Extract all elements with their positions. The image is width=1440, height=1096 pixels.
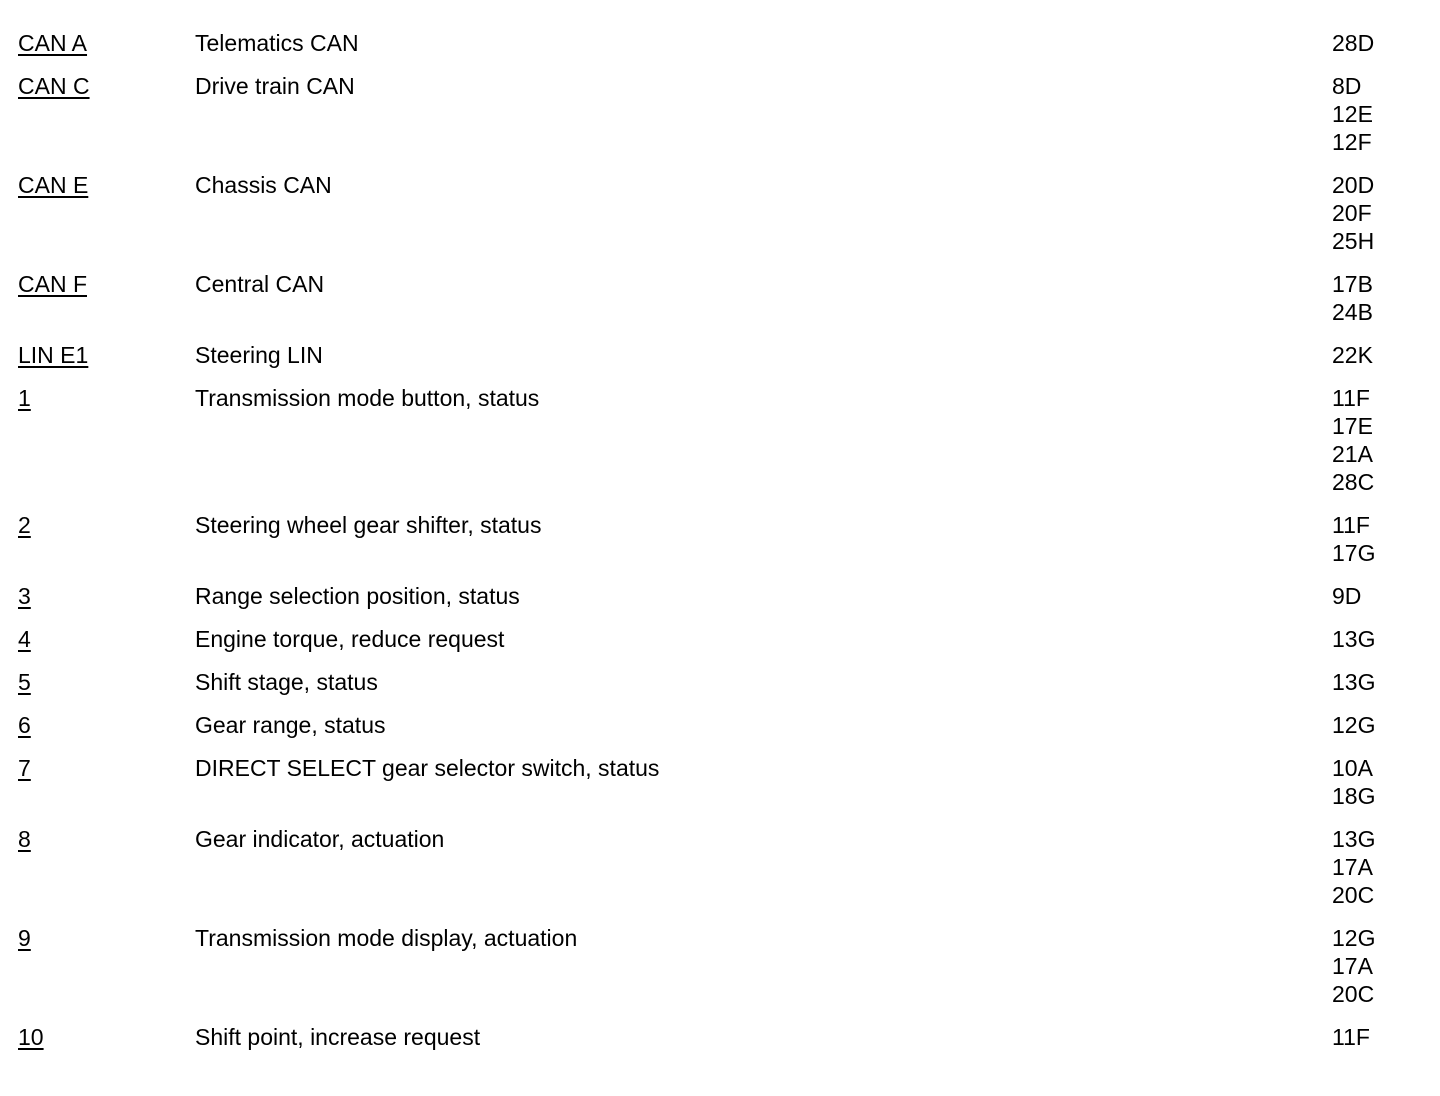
signal-legend-table [18,29,1418,1066]
legend-code-cell [18,511,195,539]
legend-row [18,924,1418,1008]
legend-row [18,341,1418,369]
legend-grid-refs [1332,384,1374,496]
legend-code-cell [18,754,195,782]
grid-reference: 25H [1332,228,1375,254]
grid-reference: 17A [1332,953,1373,979]
legend-description: Engine torque, reduce request [195,626,505,652]
grid-reference: 12E [1332,101,1373,127]
legend-code-cell [18,29,195,57]
legend-code-link[interactable]: LIN E1 [18,342,89,368]
legend-description: Transmission mode display, actuation [195,925,578,951]
legend-row [18,72,1418,156]
legend-grid-refs [1332,754,1375,810]
grid-reference: 17A [1332,854,1373,880]
legend-description: Gear range, status [195,712,386,738]
grid-reference: 12F [1332,129,1372,155]
legend-row [18,825,1418,909]
grid-reference: 24B [1332,299,1373,325]
grid-reference: 13G [1332,626,1376,652]
legend-description: Range selection position, status [195,583,520,609]
legend-code-cell [18,924,195,952]
legend-code-link[interactable]: 8 [18,826,31,852]
grid-reference: 11F [1332,1024,1370,1050]
grid-reference: 11F [1332,512,1370,538]
legend-description: Drive train CAN [195,73,355,99]
legend-row [18,270,1418,326]
legend-grid-refs [1332,825,1375,909]
legend-row [18,582,1418,610]
legend-code-link[interactable]: 5 [18,669,31,695]
grid-reference: 17G [1332,540,1376,566]
legend-code-link[interactable]: 10 [18,1024,44,1050]
legend-code-link[interactable]: 3 [18,583,31,609]
legend-code-link[interactable]: 6 [18,712,31,738]
grid-reference: 12G [1332,925,1376,951]
legend-grid-refs [1332,1023,1370,1051]
legend-code-link[interactable]: CAN E [18,172,89,198]
legend-grid-refs [1332,625,1375,653]
grid-reference: 21A [1332,441,1373,467]
legend-grid-refs [1332,72,1373,156]
grid-reference: 17E [1332,413,1373,439]
legend-code-cell [18,711,195,739]
legend-code-cell [18,625,195,653]
legend-code-link[interactable]: CAN A [18,30,88,56]
legend-description: Steering wheel gear shifter, status [195,512,542,538]
legend-code-cell [18,171,195,199]
grid-reference: 12G [1332,712,1376,738]
legend-row [18,711,1418,739]
grid-reference: 13G [1332,826,1376,852]
grid-reference: 28D [1332,30,1375,56]
legend-code-cell [18,1023,195,1051]
legend-grid-refs [1332,711,1375,739]
legend-description: Shift stage, status [195,669,378,695]
legend-description: Telematics CAN [195,30,359,56]
legend-code-cell [18,668,195,696]
legend-grid-refs [1332,171,1374,255]
legend-description: Transmission mode button, status [195,385,540,411]
legend-code-link[interactable]: 2 [18,512,31,538]
grid-reference: 9D [1332,583,1362,609]
legend-code-link[interactable]: CAN F [18,271,87,297]
legend-code-link[interactable]: CAN C [18,73,90,99]
grid-reference: 20F [1332,200,1372,226]
grid-reference: 17B [1332,271,1373,297]
grid-reference: 20D [1332,172,1375,198]
grid-reference: 13G [1332,669,1376,695]
legend-code-cell [18,384,195,412]
legend-code-cell [18,825,195,853]
legend-code-cell [18,582,195,610]
legend-description: Steering LIN [195,342,323,368]
legend-grid-refs [1332,270,1373,326]
legend-code-link[interactable]: 9 [18,925,31,951]
legend-grid-refs [1332,511,1375,567]
legend-grid-refs [1332,924,1375,1008]
legend-row [18,1023,1418,1051]
legend-row [18,668,1418,696]
legend-description: Chassis CAN [195,172,332,198]
grid-reference: 20C [1332,882,1375,908]
legend-description: Gear indicator, actuation [195,826,445,852]
legend-grid-refs [1332,668,1375,696]
legend-description: Shift point, increase request [195,1024,481,1050]
legend-code-cell [18,341,195,369]
legend-grid-refs [1332,582,1361,610]
legend-row [18,511,1418,567]
grid-reference: 10A [1332,755,1373,781]
legend-code-cell [18,270,195,298]
grid-reference: 28C [1332,469,1375,495]
legend-description: Central CAN [195,271,325,297]
grid-reference: 22K [1332,342,1373,368]
legend-code-link[interactable]: 1 [18,385,31,411]
legend-grid-refs [1332,341,1373,369]
legend-row [18,171,1418,255]
legend-row [18,754,1418,810]
legend-row [18,384,1418,496]
grid-reference: 18G [1332,783,1376,809]
legend-description: DIRECT SELECT gear selector switch, status [195,755,660,781]
legend-row [18,625,1418,653]
grid-reference: 20C [1332,981,1375,1007]
legend-grid-refs [1332,29,1374,57]
legend-code-cell [18,72,195,100]
grid-reference: 11F [1332,385,1370,411]
legend-code-link[interactable]: 4 [18,626,31,652]
legend-code-link[interactable]: 7 [18,755,31,781]
legend-row [18,29,1418,57]
grid-reference: 8D [1332,73,1362,99]
